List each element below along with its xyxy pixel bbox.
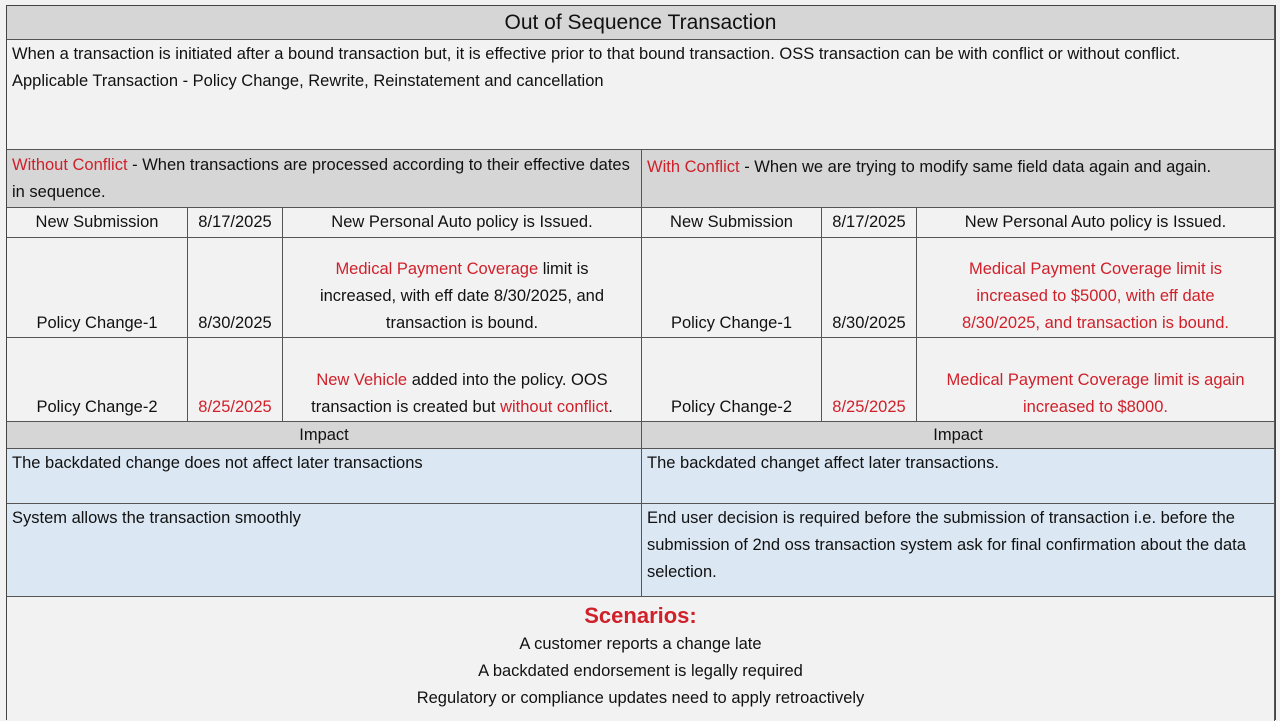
scenarios-block <box>7 597 1275 721</box>
wc-row1-date: 8/17/2025 <box>822 208 917 238</box>
wc-impact-1: The backdated changet affect later transactions. <box>642 449 1275 504</box>
wo-impact-1: The backdated change does not affect later transactions <box>7 449 642 504</box>
wc-impact-header: Impact <box>642 422 1275 449</box>
table-title <box>7 6 1275 40</box>
wo-impact-2: System allows the transaction smoothly <box>7 504 642 597</box>
wc-row2-desc: Medical Payment Coverage limit is increased to $5000, with eff date 8/30/2025, and transaction is bound. <box>917 238 1275 338</box>
without-conflict-header <box>7 150 642 208</box>
title-text: Out of Sequence Transaction <box>504 11 777 34</box>
wo-row1-desc: New Personal Auto policy is Issued. <box>283 208 642 238</box>
wc-row3-desc: Medical Payment Coverage limit is again increased to $8000. <box>917 338 1275 422</box>
wo-impact-header: Impact <box>7 422 642 449</box>
with-conflict-desc: - When we are trying to modify same field data again and again. <box>739 158 1212 176</box>
wc-row3-date: 8/25/2025 <box>822 338 917 422</box>
without-conflict-label: Without Conflict <box>12 156 128 174</box>
scenarios-title: Scenarios: <box>584 603 697 628</box>
wc-row2-name: Policy Change-1 <box>642 238 822 338</box>
wo-row2-date: 8/30/2025 <box>188 238 283 338</box>
wo-row3-date: 8/25/2025 <box>188 338 283 422</box>
wc-row3-name: Policy Change-2 <box>642 338 822 422</box>
wc-row1-desc: New Personal Auto policy is Issued. <box>917 208 1275 238</box>
intro-line1: When a transaction is initiated after a bound transaction but, it is effective prior to that bound transaction. OSS transaction can be with conflict or without conflict. <box>12 45 1181 63</box>
wo-row2-desc: Medical Payment Coverage limit is increased, with eff date 8/30/2025, and transaction is bound. <box>283 238 642 338</box>
scenario-item: A backdated endorsement is legally required <box>478 662 803 680</box>
without-conflict-desc: - When transactions are processed according to their effective dates in sequence. <box>12 156 630 201</box>
wc-row2-date: 8/30/2025 <box>822 238 917 338</box>
intro-block <box>7 40 1275 150</box>
wc-row1-name: New Submission <box>642 208 822 238</box>
scenario-item: A customer reports a change late <box>519 635 762 653</box>
wo-row3-name: Policy Change-2 <box>7 338 188 422</box>
oos-table <box>6 5 1276 720</box>
wo-row1-date: 8/17/2025 <box>188 208 283 238</box>
wo-row2-name: Policy Change-1 <box>7 238 188 338</box>
with-conflict-label: With Conflict <box>647 158 740 176</box>
wc-impact-2: End user decision is required before the submission of transaction i.e. before the submission of 2nd oss transaction system ask for final confirmation about the data selection. <box>642 504 1275 597</box>
scenario-item: Regulatory or compliance updates need to apply retroactively <box>416 689 865 707</box>
wo-row3-desc: New Vehicle added into the policy. OOS transaction is created but without conflict. <box>283 338 642 422</box>
intro-line2: Applicable Transaction - Policy Change, Rewrite, Reinstatement and cancellation <box>12 72 604 90</box>
with-conflict-header <box>642 150 1275 208</box>
wo-row1-name: New Submission <box>7 208 188 238</box>
